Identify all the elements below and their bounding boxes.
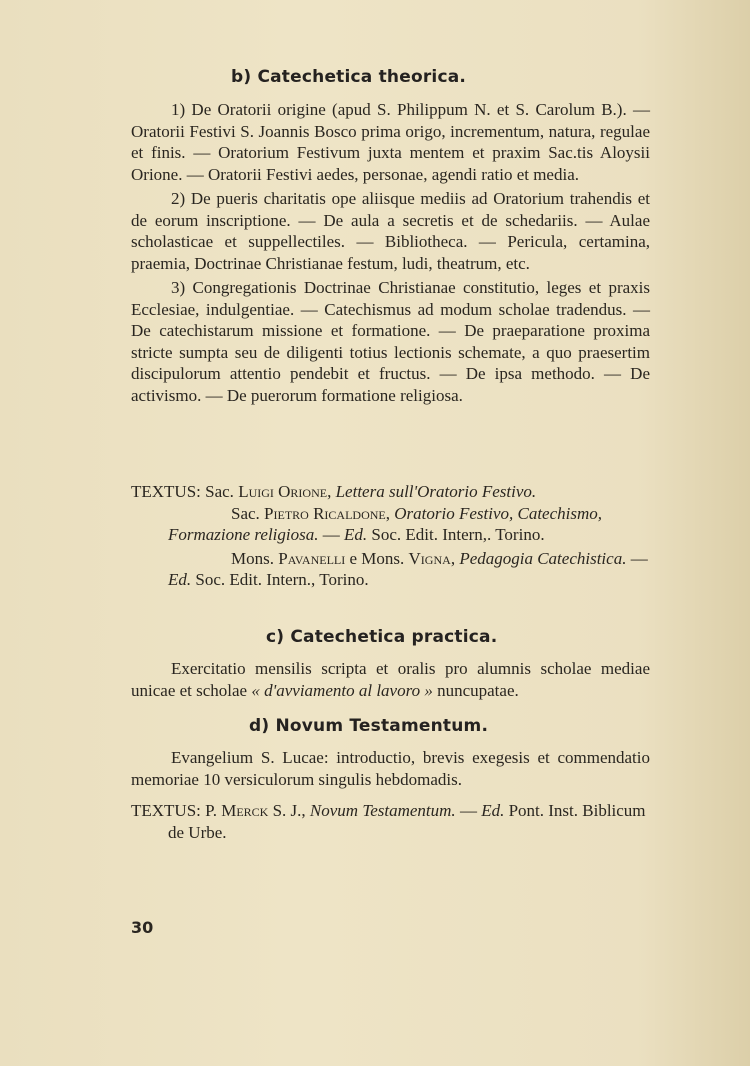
paragraph-d: Evangelium S. Lucae: introductio, brevis exegesis et commendatio memoriae 10 versiculorum singulis hebdomadis.	[131, 748, 650, 789]
textus-entry-nt: TEXTUS: P. Merck S. J., Novum Testamentum. — Ed. Pont. Inst. Biblicum de Urbe.	[131, 801, 646, 842]
paragraph-2: 2) De pueris charitatis ope aliisque mediis ad Oratorium trahendis et de eorum inscriptione. — De aula a secretis et de schedariis. — Aulae scholasticae et suppellectiles. — Bibliotheca. — Pericula, certamina, praemia, Doctrinae Christianae festum, ludi, theatrum, etc.	[131, 189, 650, 273]
textus-entry-1: TEXTUS: Sac. Luigi Orione, Lettera sull'Oratorio Festivo.	[131, 482, 537, 501]
section-b-body	[131, 99, 650, 406]
author-name: Luigi Orione	[238, 482, 328, 501]
paragraph-1: 1) De Oratorii origine (apud S. Philippum N. et S. Carolum B.). — Oratorii Festivi S. Joannis Bosco prima origo, incrementum, natura, regulae et finis. — Oratorium Festivum juxta mentem et praxim Sac.tis Aloysii Orione. — Oratorii Festivi aedes, personae, agendi ratio et media.	[131, 100, 650, 184]
page-number: 30	[131, 918, 154, 937]
publisher: Soc. Edit. Intern., Torino.	[195, 570, 369, 589]
book-title: Lettera sull'Oratorio Festivo.	[335, 482, 537, 501]
paragraph-c: Exercitatio mensilis scripta et oralis pro alumnis scholae mediae unicae et scholae « d'avviamento al lavoro » nuncupatae.	[131, 659, 650, 700]
heading-catechetica-practica: c) Catechetica practica.	[266, 627, 498, 647]
textus-label: TEXTUS:	[131, 482, 201, 501]
author-name: Vigna	[408, 548, 451, 568]
heading-novum-testamentum: d) Novum Testamentum.	[249, 716, 489, 736]
paragraph-3: 3) Congregationis Doctrinae Christianae constitutio, leges et praxis Ecclesiae, indulgentiae. — Catechismus ad modum scholae tradendus. — De catechistarum missione et formatione. — De praeparatione proxima stricte sumpta seu de diligenti totius lectionis schemate, a quo praesertim discipulorum attentio pendebit et fructus. — De ipsa methodo. — De activismo. — De puerorum formatione religiosa.	[131, 278, 650, 405]
book-title: Pedagogia Catechistica.	[459, 548, 627, 568]
book-title: Oratorio Festivo, Catechismo, Formazione religiosa.	[168, 503, 603, 544]
publisher: Pont. Inst. Biblicum de Urbe.	[168, 801, 646, 842]
textus-label: TEXTUS:	[131, 801, 201, 820]
textus-block-2	[131, 800, 650, 843]
author-name: Merck	[221, 801, 269, 820]
section-d	[131, 716, 650, 736]
publisher: Soc. Edit. Intern,. Torino.	[371, 525, 545, 544]
section-d-body	[131, 747, 650, 790]
textus-entry-2: Sac. Pietro Ricaldone, Oratorio Festivo, Catechismo, Formazione religiosa. — Ed. Soc. Edit. Intern,. Torino.	[168, 503, 603, 544]
heading-catechetica-theorica: b) Catechetica theorica.	[231, 67, 467, 87]
section-b	[131, 67, 650, 87]
textus-block-1	[131, 481, 650, 591]
section-c-body	[131, 658, 650, 701]
author-name: Pavanelli	[278, 548, 346, 568]
textus-entry-3: Mons. Pavanelli e Mons. Vigna, Pedagogia Catechistica. — Ed. Soc. Edit. Intern., Torino.	[168, 548, 648, 589]
book-title: Novum Testamentum.	[309, 801, 456, 820]
section-c	[131, 627, 650, 647]
author-name: Pietro Ricaldone	[264, 503, 386, 523]
